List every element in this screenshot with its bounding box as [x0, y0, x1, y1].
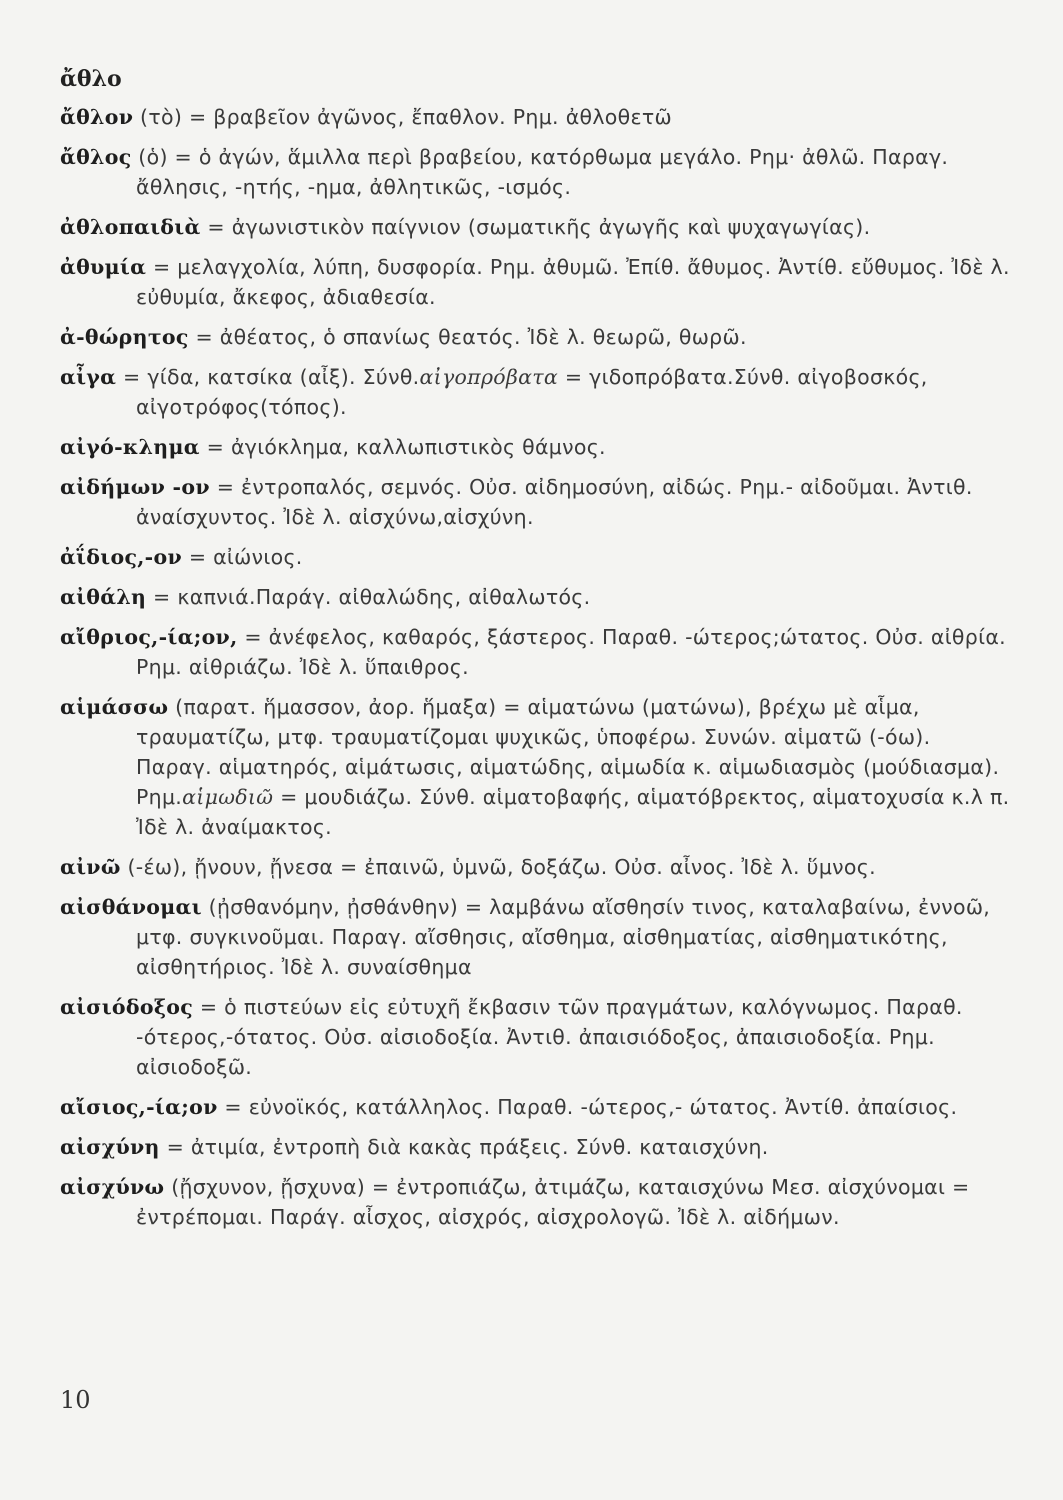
definition: = ἀτιμία, ἐντροπὴ διὰ κακὰς πράξεις. Σύνθ. καταισχύνη. [159, 1135, 769, 1159]
definition: = ἀθέατος, ὁ σπανίως θεατός. Ἰδὲ λ. θεωρῶ, θωρῶ. [188, 325, 747, 349]
definition: = εὐνοϊκός, κατάλληλος. Παραθ. -ώτερος,- ώτατος. Ἀντίθ. ἀπαίσιος. [217, 1095, 958, 1119]
headword: ἄθλος [60, 145, 132, 169]
definition: = μελαγχολία, λύπη, δυσφορία. Ρημ. ἀθυμῶ. Ἐπίθ. ἄθυμος. Ἀντίθ. εὔθυμος. Ἰδὲ λ. εὐθυμία, ἄκεφος, ἀδιαθεσία. [136, 255, 1010, 309]
definition: = γίδα, κατσίκα (αἶξ). Σύνθ. [116, 365, 420, 389]
definition-cont: = μουδιάζω. Σύνθ. αἱματοβαφής, αἱματόβρεκτος, αἱματοχυσία κ.λ π. Ἰδὲ λ. ἀναίμακτος. [136, 785, 1010, 839]
page-header: ἄθλο [60, 66, 122, 92]
dictionary-entry [60, 252, 1010, 312]
headword: αἴσιος,-ία;ον [60, 1095, 218, 1119]
dictionary-entry [60, 432, 1010, 462]
dictionary-entry [60, 102, 1010, 132]
headword: ἄθλον [60, 105, 134, 129]
definition: (ᾔσχυνον, ᾔσχυνα) = ἐντροπιάζω, ἀτιμάζω, καταισχύνω Μεσ. αἰσχύνομαι = ἐντρέπομαι. Παράγ. αἶσχος, αἰσχρός, αἰσχρολογῶ. Ἰδὲ λ. αἰδήμων. [136, 1175, 970, 1229]
headword: αἰνῶ [60, 855, 121, 879]
headword: ἀΐδιος,-ον [60, 545, 182, 569]
headword: αἶγα [60, 365, 117, 389]
page-number: 10 [60, 1386, 91, 1414]
dictionary-entry [60, 1132, 1010, 1162]
dictionary-entry [60, 692, 1010, 842]
entry-list [60, 102, 1010, 1242]
dictionary-entry [60, 472, 1010, 532]
headword: αἴθριος,-ία;ον, [60, 625, 238, 649]
definition: = ἀγιόκλημα, καλλωπιστικὸς θάμνος. [199, 435, 606, 459]
italic-term: αἰγοπρόβατα [419, 365, 559, 389]
dictionary-entry [60, 582, 1010, 612]
headword: αἱμάσσω [60, 695, 169, 719]
dictionary-entry [60, 892, 1010, 982]
dictionary-entry [60, 622, 1010, 682]
headword: αἰσθάνομαι [60, 895, 202, 919]
headword: ἀ-θώρητος [60, 325, 189, 349]
dictionary-entry [60, 212, 1010, 242]
dictionary-entry [60, 1172, 1010, 1232]
headword: ἀθυμία [60, 255, 147, 279]
definition: (τὸ) = βραβεῖον ἀγῶνος, ἔπαθλον. Ρημ. ἀθλοθετῶ [133, 105, 672, 129]
definition-cont: = γιδοπρόβατα.Σύνθ. αἰγοβοσκός, αἰγοτρόφος(τόπος). [136, 365, 928, 419]
definition: (ᾐσθανόμην, ᾐσθάνθην) = λαμβάνω αἴσθησίν τινος, καταλαβαίνω, ἐννοῶ, μτφ. συγκινοῦμαι. Παραγ. αἴσθησις, αἴσθημα, αἰσθηματίας, αἰσθηματικότης, αἰσθητήριος. Ἰδὲ λ. συναίσθημα [136, 895, 991, 979]
dictionary-entry [60, 322, 1010, 352]
italic-term: αἱμωδιῶ [182, 785, 274, 809]
headword: ἀθλοπαιδιὰ [60, 215, 201, 239]
definition: (ὁ) = ὁ ἀγών, ἅμιλλα περὶ βραβείου, κατόρθωμα μεγάλο. Ρημ· ἀθλῶ. Παραγ. ἄθλησις, -ητής, -ημα, ἀθλητικῶς, -ισμός. [131, 145, 949, 199]
definition: = αἰώνιος. [182, 545, 303, 569]
definition: (-έω), ᾔνουν, ᾔνεσα = ἐπαινῶ, ὑμνῶ, δοξάζω. Οὐσ. αἶνος. Ἰδὲ λ. ὕμνος. [120, 855, 876, 879]
dictionary-entry [60, 362, 1010, 422]
definition: = καπνιά.Παράγ. αἰθαλώδης, αἰθαλωτός. [146, 585, 591, 609]
dictionary-entry [60, 542, 1010, 572]
definition: = ἀνέφελος, καθαρός, ξάστερος. Παραθ. -ώτερος;ώτατος. Οὐσ. αἰθρία. Ρημ. αἰθριάζω. Ἰδὲ λ. ὕπαιθρος. [136, 625, 1006, 679]
headword: αἰσιόδοξος [60, 995, 194, 1019]
headword: αἰθάλη [60, 585, 147, 609]
definition: (παρατ. ἥμασσον, ἀορ. ἥμαξα) = αἱματώνω (ματώνω), βρέχω μὲ αἷμα, τραυματίζω, μτφ. τραυματίζομαι ψυχικῶς, ὑποφέρω. Συνών. αἱματῶ (-όω). Παραγ. αἱματηρός, αἱμάτωσις, αἱματώδης, αἱμωδία κ. αἱμωδιασμὸς (μούδιασμα). Ρημ. [136, 695, 1000, 809]
headword: αἰδήμων -ον [60, 475, 210, 499]
headword: αἰσχύνω [60, 1175, 165, 1199]
dictionary-entry [60, 142, 1010, 202]
dictionary-entry [60, 992, 1010, 1082]
definition: = ἀγωνιστικὸν παίγνιον (σωματικῆς ἀγωγῆς καὶ ψυχαγωγίας). [200, 215, 871, 239]
headword: αἰγό-κλημα [60, 435, 200, 459]
definition: = ἐντροπαλός, σεμνός. Οὐσ. αἰδημοσύνη, αἰδώς. Ρημ.- αἰδοῦμαι. Ἀντιθ. ἀναίσχυντος. Ἰδὲ λ. αἰσχύνω,αἰσχύνη. [136, 475, 973, 529]
headword: αἰσχύνη [60, 1135, 160, 1159]
dictionary-entry [60, 852, 1010, 882]
dictionary-entry [60, 1092, 1010, 1122]
definition: = ὁ πιστεύων εἰς εὐτυχῆ ἔκβασιν τῶν πραγμάτων, καλόγνωμος. Παραθ. -ότερος,-ότατος. Οὐσ. αἰσιοδοξία. Ἀντιθ. ἀπαισιόδοξος, ἀπαισιοδοξία. Ρημ. αἰσιοδοξῶ. [136, 995, 963, 1079]
